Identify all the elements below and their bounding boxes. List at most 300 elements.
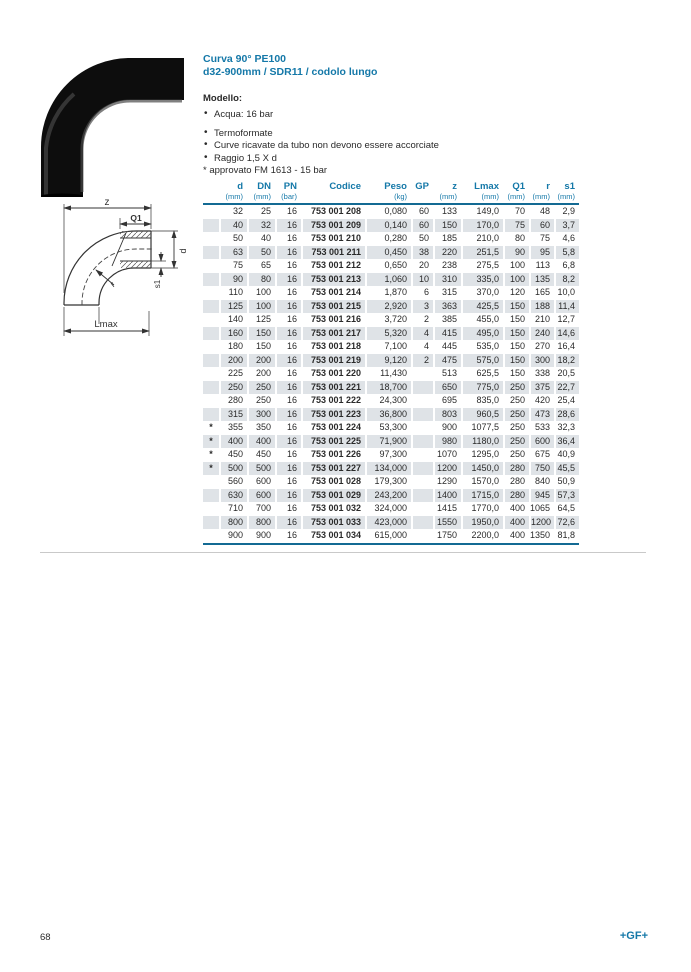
cell-peso: 0,140	[365, 219, 411, 233]
cell-z: 650	[433, 381, 461, 395]
cell-flag: *	[209, 449, 213, 459]
cell-lmax: 425,5	[461, 300, 503, 314]
cell-dn: 350	[255, 422, 271, 432]
cell-lmax: 775,0	[461, 381, 503, 395]
cell-d: 800	[219, 516, 247, 530]
cell-dn: 100	[255, 287, 271, 297]
cell-dn: 65	[260, 260, 271, 270]
cell-gp	[411, 516, 433, 530]
cell-lmax: 1715,0	[461, 489, 503, 503]
cell-z: 1550	[433, 516, 461, 530]
cell-gp: 10	[411, 273, 433, 287]
table-row	[203, 232, 579, 246]
cell-q1: 70	[514, 206, 525, 216]
table-row	[203, 300, 579, 314]
cell-d: 560	[227, 476, 243, 486]
cell-q1: 150	[503, 354, 529, 368]
cell-d: 40	[219, 219, 247, 233]
cell-d: 315	[219, 408, 247, 422]
cell-q1: 250	[509, 422, 525, 432]
cell-z: 1400	[433, 489, 461, 503]
cell-s1: 3,7	[554, 219, 579, 233]
cell-s1: 11,4	[554, 300, 579, 314]
cell-s1: 16,4	[557, 341, 575, 351]
cell-dn: 300	[247, 408, 275, 422]
cell-dn: 450	[255, 449, 271, 459]
cell-z: 150	[433, 219, 461, 233]
cell-gp: 2	[411, 354, 433, 368]
cell-pn: 16	[275, 489, 301, 503]
cell-pn: 16	[286, 530, 297, 540]
cell-s1: 14,6	[554, 327, 579, 341]
cell-z: 238	[441, 260, 457, 270]
cell-pn: 16	[286, 260, 297, 270]
cell-pn: 16	[286, 206, 297, 216]
cell-pn: 16	[286, 476, 297, 486]
cell-d: 180	[227, 341, 243, 351]
table-row	[203, 246, 579, 260]
cell-s1: 2,9	[562, 206, 575, 216]
cell-gp	[411, 502, 433, 516]
cell-peso: 97,300	[379, 449, 407, 459]
cell-code: 753 001 214	[310, 287, 361, 297]
cell-lmax: 1950,0	[461, 516, 503, 530]
cell-code: 753 001 210	[310, 233, 361, 243]
cell-r: 270	[534, 341, 550, 351]
cell-peso: 0,080	[384, 206, 407, 216]
column-header: PN (bar)	[275, 181, 301, 205]
cell-flag: *	[209, 422, 213, 432]
cell-pn: 16	[286, 368, 297, 378]
table-row	[203, 219, 579, 233]
cell-d: 280	[227, 395, 243, 405]
cell-z: 1200	[433, 462, 461, 476]
cell-q1: 280	[503, 462, 529, 476]
cell-dn: 25	[260, 206, 271, 216]
cell-d: 710	[227, 503, 243, 513]
cell-z: 363	[433, 300, 461, 314]
page-subtitle: d32-900mm / SDR11 / codolo lungo	[203, 66, 378, 78]
cell-pn: 16	[275, 462, 301, 476]
cell-flag	[203, 232, 219, 246]
cell-z: 385	[441, 314, 457, 324]
cell-lmax: 575,0	[461, 354, 503, 368]
cell-flag	[203, 300, 219, 314]
cell-r: 533	[534, 422, 550, 432]
table-row	[203, 475, 579, 489]
cell-pn: 16	[286, 503, 297, 513]
cell-r: 113	[535, 260, 550, 270]
cell-pn: 16	[286, 422, 297, 432]
cell-r: 60	[529, 219, 554, 233]
cell-dn: 125	[255, 314, 271, 324]
cell-d: 90	[219, 273, 247, 287]
cell-flag	[203, 205, 219, 219]
cell-code: 753 001 028	[310, 476, 361, 486]
cell-q1: 250	[509, 395, 525, 405]
cell-dn: 150	[247, 327, 275, 341]
column-header: z (mm)	[433, 181, 461, 205]
cell-d: 63	[219, 246, 247, 260]
cell-flag	[203, 475, 219, 489]
cell-peso: 1,870	[384, 287, 407, 297]
cell-s1: 12,7	[557, 314, 575, 324]
cell-r: 188	[529, 300, 554, 314]
cell-q1: 80	[514, 233, 525, 243]
cell-peso: 71,900	[365, 435, 411, 449]
cell-peso: 179,300	[374, 476, 407, 486]
cell-code: 753 001 029	[301, 489, 365, 503]
cell-r: 300	[529, 354, 554, 368]
column-header: DN (mm)	[247, 181, 275, 205]
cell-r: 675	[534, 449, 550, 459]
cell-code: 753 001 212	[310, 260, 361, 270]
column-header: Q1 (mm)	[503, 181, 529, 205]
cell-lmax: 535,0	[476, 341, 499, 351]
cell-pn: 16	[275, 327, 301, 341]
cell-pn: 16	[275, 354, 301, 368]
cell-code: 753 001 223	[301, 408, 365, 422]
cell-peso: 9,120	[365, 354, 411, 368]
cell-code: 753 001 033	[301, 516, 365, 530]
table-row	[203, 313, 579, 327]
cell-dn: 50	[247, 246, 275, 260]
cell-gp: 2	[423, 314, 429, 324]
cell-d: 355	[227, 422, 243, 432]
cell-r: 473	[529, 408, 554, 422]
cell-pn: 16	[275, 516, 301, 530]
cell-flag	[203, 340, 219, 354]
cell-lmax: 149,0	[476, 206, 499, 216]
column-header: Codice	[301, 181, 365, 205]
cell-peso: 324,000	[374, 503, 407, 513]
cell-s1: 8,2	[554, 273, 579, 287]
cell-q1: 150	[503, 300, 529, 314]
cell-gp	[411, 367, 433, 381]
cell-pn: 16	[275, 273, 301, 287]
cell-gp	[411, 421, 433, 435]
cell-z: 415	[433, 327, 461, 341]
cell-lmax: 835,0	[476, 395, 499, 405]
cell-s1: 45,5	[554, 462, 579, 476]
cell-peso: 7,100	[384, 341, 407, 351]
dim-label-q1: Q1	[130, 213, 142, 223]
cell-pn: 16	[286, 449, 297, 459]
cell-code: 753 001 216	[310, 314, 361, 324]
table-row	[203, 462, 579, 476]
cell-peso: 0,450	[365, 246, 411, 260]
cell-gp: 60	[418, 206, 429, 216]
cell-r: 750	[529, 462, 554, 476]
cell-z: 1290	[436, 476, 457, 486]
cell-s1: 50,9	[557, 476, 575, 486]
cell-lmax: 1077,5	[471, 422, 499, 432]
cell-peso: 2,920	[365, 300, 411, 314]
table-row	[203, 273, 579, 287]
cell-z: 1070	[436, 449, 457, 459]
spec-table	[203, 181, 579, 545]
cell-r: 1200	[529, 516, 554, 530]
cell-z: 445	[441, 341, 457, 351]
cell-lmax: 335,0	[461, 273, 503, 287]
cell-q1: 280	[509, 476, 525, 486]
cell-dn: 250	[247, 381, 275, 395]
cell-r: 945	[529, 489, 554, 503]
cell-dn: 500	[247, 462, 275, 476]
cell-r: 210	[534, 314, 550, 324]
cell-s1: 6,8	[562, 260, 575, 270]
table-body	[203, 205, 579, 543]
table-row	[203, 286, 579, 300]
cell-r: 1065	[529, 503, 550, 513]
cell-lmax: 1180,0	[461, 435, 503, 449]
model-bullet-list	[203, 109, 603, 164]
cell-peso: 423,000	[365, 516, 411, 530]
cell-gp	[411, 489, 433, 503]
cell-s1: 5,8	[554, 246, 579, 260]
cell-r: 420	[534, 395, 550, 405]
cell-pn: 16	[275, 408, 301, 422]
cell-code: 753 001 213	[301, 273, 365, 287]
model-bullet: • Acqua: 16 bar	[203, 109, 603, 121]
cell-gp	[411, 435, 433, 449]
table-row	[203, 516, 579, 530]
cell-gp	[411, 475, 433, 489]
gf-brand-logo: +GF+	[619, 930, 648, 942]
cell-lmax: 1570,0	[471, 476, 499, 486]
spec-table-wrap	[203, 181, 579, 545]
table-row	[203, 421, 579, 435]
cell-d: 225	[227, 368, 243, 378]
cell-dn: 600	[255, 476, 271, 486]
table-row	[203, 408, 579, 422]
cell-peso: 11,430	[380, 368, 407, 378]
cell-d: 75	[232, 260, 243, 270]
cell-pn: 16	[275, 381, 301, 395]
cell-pn: 16	[286, 395, 297, 405]
cell-pn: 16	[275, 435, 301, 449]
cell-s1: 18,2	[554, 354, 579, 368]
cell-z: 475	[433, 354, 461, 368]
cell-peso: 615,000	[374, 530, 407, 540]
cell-gp: 4	[411, 327, 433, 341]
product-photo-elbow	[32, 52, 187, 197]
table-row	[203, 259, 579, 273]
cell-r: 840	[534, 476, 550, 486]
cell-d: 400	[219, 435, 247, 449]
table-row	[203, 205, 579, 219]
cell-peso: 243,200	[365, 489, 411, 503]
cell-d: 50	[232, 233, 243, 243]
cell-r: 375	[529, 381, 554, 395]
cell-z: 695	[441, 395, 457, 405]
cell-peso: 134,000	[365, 462, 411, 476]
table-row	[203, 489, 579, 503]
cell-lmax: 495,0	[461, 327, 503, 341]
cell-s1: 36,4	[554, 435, 579, 449]
cell-peso: 1,060	[365, 273, 411, 287]
cell-z: 980	[433, 435, 461, 449]
cell-peso: 0,280	[384, 233, 407, 243]
cell-lmax: 1450,0	[461, 462, 503, 476]
cell-q1: 150	[509, 341, 525, 351]
cell-q1: 250	[503, 408, 529, 422]
cell-peso: 24,300	[379, 395, 407, 405]
cell-s1: 57,3	[554, 489, 579, 503]
model-bullet: • Curve ricavate da tubo non devono essere accorciate	[203, 140, 603, 152]
cell-z: 185	[441, 233, 457, 243]
cell-flag	[203, 219, 219, 233]
cell-gp: 6	[423, 287, 429, 297]
cell-peso: 3,720	[384, 314, 407, 324]
cell-z: 900	[441, 422, 457, 432]
cell-peso: 0,650	[384, 260, 407, 270]
cell-d: 200	[219, 354, 247, 368]
cell-gp: 3	[411, 300, 433, 314]
cell-q1: 100	[503, 273, 529, 287]
cell-gp	[411, 394, 433, 408]
cell-code: 753 001 034	[310, 530, 361, 540]
cell-s1: 72,6	[554, 516, 579, 530]
cell-dn: 700	[255, 503, 271, 513]
cell-r: 240	[529, 327, 554, 341]
cell-dn: 150	[255, 341, 271, 351]
cell-code: 753 001 221	[301, 381, 365, 395]
cell-lmax: 1770,0	[471, 503, 499, 513]
cell-d: 140	[227, 314, 243, 324]
cell-gp	[411, 408, 433, 422]
cell-q1: 150	[503, 327, 529, 341]
cell-z: 1750	[436, 530, 457, 540]
cell-flag	[203, 502, 219, 516]
cell-d: 630	[219, 489, 247, 503]
cell-lmax: 275,5	[476, 260, 499, 270]
table-row	[203, 448, 579, 462]
column-header: GP	[411, 181, 433, 205]
cell-dn: 600	[247, 489, 275, 503]
column-header: s1 (mm)	[554, 181, 579, 205]
cell-flag	[203, 394, 219, 408]
cell-code: 753 001 227	[301, 462, 365, 476]
cell-lmax: 370,0	[476, 287, 499, 297]
table-row	[203, 327, 579, 341]
cell-dn: 32	[247, 219, 275, 233]
cell-pn: 16	[286, 287, 297, 297]
cell-dn: 200	[255, 368, 271, 378]
cell-d: 160	[219, 327, 247, 341]
cell-code: 753 001 226	[310, 449, 361, 459]
cell-dn: 800	[247, 516, 275, 530]
cell-peso: 36,800	[365, 408, 411, 422]
table-row	[203, 529, 579, 543]
cell-lmax: 2200,0	[471, 530, 499, 540]
cell-gp	[411, 462, 433, 476]
cell-s1: 28,6	[554, 408, 579, 422]
cell-flag	[203, 529, 219, 543]
page-title: Curva 90° PE100	[203, 53, 287, 65]
cell-d: 125	[219, 300, 247, 314]
cell-lmax: 625,5	[476, 368, 499, 378]
cell-q1: 250	[509, 449, 525, 459]
cell-flag	[203, 259, 219, 273]
cell-code: 753 001 220	[310, 368, 361, 378]
cell-z: 1415	[436, 503, 457, 513]
cell-flag	[203, 408, 219, 422]
cell-flag	[203, 286, 219, 300]
cell-flag: *	[203, 462, 219, 476]
approval-footnote: * approvato FM 1613 - 15 bar	[203, 165, 328, 176]
cell-code: 753 001 224	[310, 422, 361, 432]
dim-label-s1: s1	[153, 279, 162, 289]
cell-code: 753 001 215	[301, 300, 365, 314]
cell-r: 95	[529, 246, 554, 260]
cell-gp: 4	[423, 341, 429, 351]
cell-q1: 400	[509, 530, 525, 540]
cell-s1: 81,8	[557, 530, 575, 540]
cell-z: 803	[433, 408, 461, 422]
column-header: d (mm)	[219, 181, 247, 205]
column-header: Lmax (mm)	[461, 181, 503, 205]
technical-drawing	[56, 193, 198, 345]
cell-z: 310	[433, 273, 461, 287]
model-bullet: • Raggio 1,5 X d	[203, 153, 603, 165]
cell-q1: 400	[509, 503, 525, 513]
cell-gp	[411, 381, 433, 395]
footer-divider	[40, 552, 646, 553]
cell-code: 753 001 222	[310, 395, 361, 405]
cell-r: 135	[529, 273, 554, 287]
cell-q1: 150	[509, 368, 525, 378]
cell-pn: 16	[275, 219, 301, 233]
cell-s1: 4,6	[562, 233, 575, 243]
cell-code: 753 001 217	[301, 327, 365, 341]
cell-flag	[203, 489, 219, 503]
column-header: Peso (kg)	[365, 181, 411, 205]
cell-z: 315	[441, 287, 457, 297]
cell-r: 1350	[529, 530, 550, 540]
cell-z: 513	[441, 368, 457, 378]
cell-s1: 40,9	[557, 449, 575, 459]
cell-gp	[411, 448, 433, 462]
cell-dn: 100	[247, 300, 275, 314]
cell-code: 753 001 209	[301, 219, 365, 233]
cell-flag	[203, 354, 219, 368]
cell-q1: 250	[503, 381, 529, 395]
cell-q1: 150	[509, 314, 525, 324]
table-row	[203, 394, 579, 408]
cell-dn: 900	[255, 530, 271, 540]
cell-gp: 38	[411, 246, 433, 260]
cell-code: 753 001 211	[301, 246, 365, 260]
dim-label-lmax: Lmax	[94, 319, 118, 330]
cell-q1: 100	[509, 260, 525, 270]
cell-gp: 60	[411, 219, 433, 233]
cell-lmax: 960,5	[461, 408, 503, 422]
table-row	[203, 367, 579, 381]
model-section	[203, 93, 603, 177]
cell-code: 753 001 208	[310, 206, 361, 216]
cell-code: 753 001 218	[310, 341, 361, 351]
table-row	[203, 354, 579, 368]
cell-r: 165	[534, 287, 550, 297]
cell-q1: 280	[503, 489, 529, 503]
cell-dn: 40	[260, 233, 271, 243]
cell-pn: 16	[286, 341, 297, 351]
cell-q1: 400	[503, 516, 529, 530]
cell-gp: 20	[418, 260, 429, 270]
cell-pn: 16	[275, 246, 301, 260]
table-row	[203, 502, 579, 516]
